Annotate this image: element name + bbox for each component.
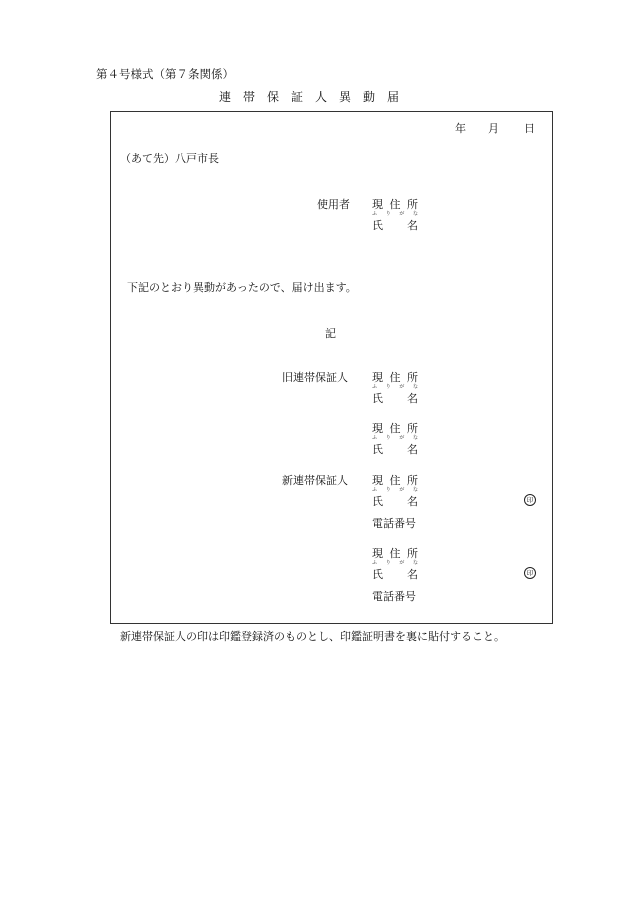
new-guarantor-name-label: 氏 名 [372, 495, 418, 508]
form-frame [110, 111, 553, 624]
old-guarantor-address-label: 現 住 所 [372, 371, 418, 384]
new-guarantor2-furigana-label: ふ り が な [372, 560, 418, 566]
date-month-label: 月 [488, 122, 499, 135]
new-guarantor-phone-label: 電話番号 [372, 517, 416, 530]
new-guarantor2-name-label: 氏 名 [372, 568, 418, 581]
statement-text: 下記のとおり異動があったので、届け出ます。 [127, 281, 357, 294]
employer-furigana-label: ふ り が な [372, 211, 418, 217]
new-guarantor2-phone-label: 電話番号 [372, 590, 416, 603]
old-guarantor2-address-label: 現 住 所 [372, 422, 418, 435]
old-guarantor2-furigana-label: ふ り が な [372, 435, 418, 441]
footnote: 新連帯保証人の印は印鑑登録済のものとし、印鑑証明書を裏に貼付すること。 [120, 630, 505, 643]
document-title: 連帯保証人異動届 [218, 90, 411, 104]
addressee: （あて先）八戸市長 [120, 152, 219, 165]
seal-mark-icon: 印 [524, 494, 536, 506]
form-number-label: 第４号様式（第７条関係） [96, 67, 234, 81]
new-guarantor-label: 新連帯保証人 [282, 474, 348, 487]
old-guarantor-furigana-label: ふ り が な [372, 384, 418, 390]
date-year-label: 年 [455, 122, 466, 135]
new-guarantor2-address-label: 現 住 所 [372, 547, 418, 560]
date-day-label: 日 [524, 122, 535, 135]
employer-address-label: 現 住 所 [372, 198, 418, 211]
ki-heading: 記 [325, 327, 336, 340]
seal-mark-icon: 印 [524, 567, 536, 579]
old-guarantor-name-label: 氏 名 [372, 392, 418, 405]
employer-name-label: 氏 名 [372, 219, 418, 232]
new-guarantor-furigana-label: ふ り が な [372, 487, 418, 493]
new-guarantor-address-label: 現 住 所 [372, 474, 418, 487]
employer-label: 使用者 [317, 198, 350, 211]
old-guarantor-label: 旧連帯保証人 [282, 371, 348, 384]
old-guarantor2-name-label: 氏 名 [372, 443, 418, 456]
